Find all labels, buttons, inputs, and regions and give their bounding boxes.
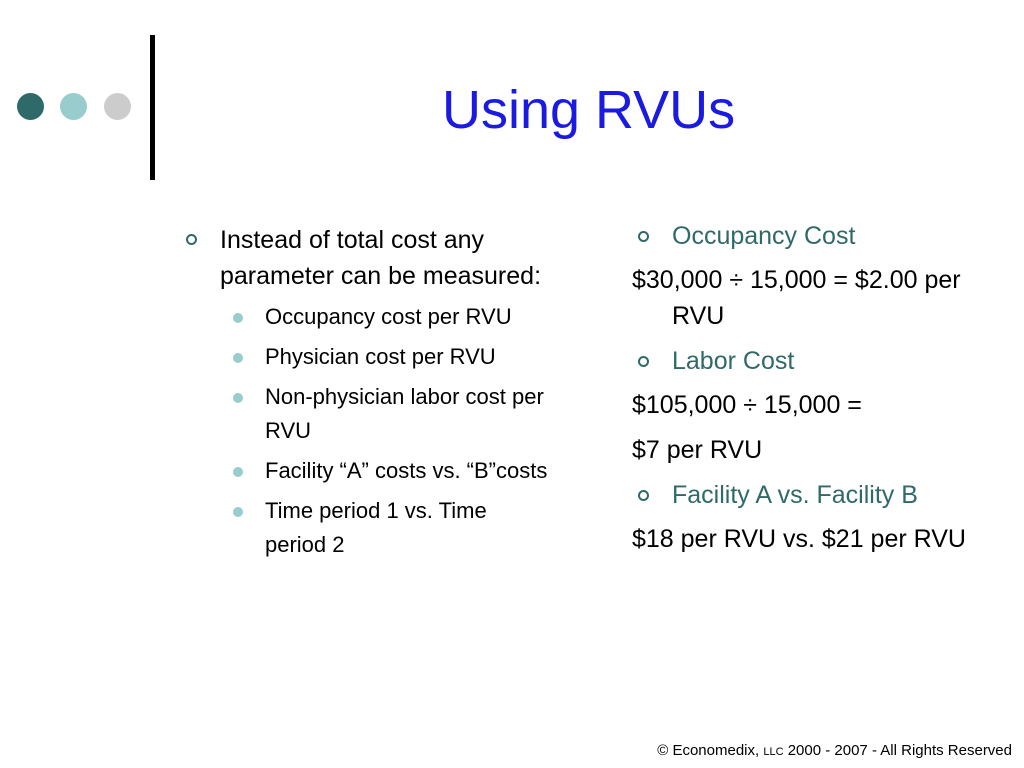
decorative-dot-teal — [60, 93, 87, 120]
dot-bullet-icon — [233, 393, 243, 403]
copyright-owner: © Economedix, — [657, 742, 760, 759]
slide-title: Using RVUs — [442, 80, 736, 140]
facility-comparison: $18 per RVU vs. $21 per RVU — [632, 525, 966, 553]
decorative-dot-dark — [17, 93, 44, 120]
copyright-footer — [657, 741, 1012, 762]
parameter-item — [182, 454, 552, 488]
ring-bullet-icon — [638, 490, 649, 501]
dot-bullet-icon — [233, 353, 243, 363]
occupancy-heading-text: Occupancy Cost — [672, 222, 856, 250]
intro-text: Instead of total cost any parameter can be measured: — [220, 226, 542, 290]
labor-heading-text: Labor Cost — [672, 347, 795, 375]
parameter-text: Occupancy cost per RVU — [265, 304, 512, 329]
ring-bullet-icon — [638, 231, 649, 242]
right-column — [632, 218, 1012, 566]
parameter-text: Time period 1 vs. Time period 2 — [265, 498, 487, 557]
dot-bullet-icon — [233, 313, 243, 323]
decorative-dot-gray — [104, 93, 131, 120]
vertical-rule — [150, 35, 155, 180]
parameter-item — [182, 300, 552, 334]
ring-bullet-icon — [186, 234, 197, 245]
ring-bullet-icon — [638, 356, 649, 367]
parameter-text: Non-physician labor cost per RVU — [265, 384, 544, 443]
llc-label: LLC — [763, 746, 784, 758]
dot-bullet-icon — [233, 467, 243, 477]
parameter-item — [182, 380, 552, 448]
parameter-text: Physician cost per RVU — [265, 344, 496, 369]
parameter-item — [182, 340, 552, 374]
left-column — [182, 222, 552, 568]
intro-bullet — [182, 222, 552, 294]
facility-heading — [632, 477, 1012, 513]
facility-heading-text: Facility A vs. Facility B — [672, 481, 918, 509]
parameter-list — [182, 300, 552, 562]
parameter-text: Facility “A” costs vs. “B”costs — [265, 458, 548, 483]
labor-calculation: $105,000 ÷ 15,000 = — [632, 391, 862, 419]
parameter-item — [182, 494, 552, 562]
labor-heading — [632, 343, 1012, 379]
copyright-years: 2000 - 2007 - All Rights Reserved — [787, 742, 1012, 759]
occupancy-heading — [632, 218, 1012, 254]
dot-bullet-icon — [233, 507, 243, 517]
labor-result: $7 per RVU — [632, 436, 763, 464]
occupancy-calculation: $30,000 ÷ 15,000 = $2.00 per RVU — [632, 266, 961, 330]
